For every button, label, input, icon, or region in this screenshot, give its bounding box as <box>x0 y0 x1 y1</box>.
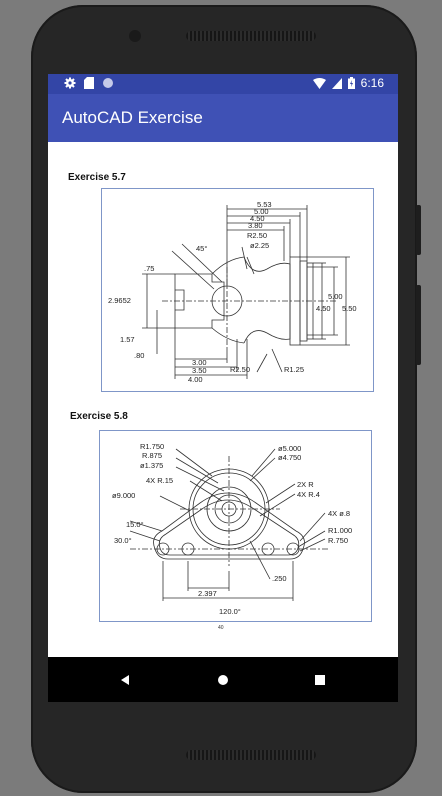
back-icon <box>119 674 131 686</box>
sd-card-icon <box>84 77 94 89</box>
clock: 6:16 <box>360 76 384 90</box>
document-view[interactable] <box>48 142 398 657</box>
home-button[interactable] <box>213 670 233 690</box>
app-bar <box>48 94 398 142</box>
dim-dia5-000: ø5.000 <box>278 444 302 453</box>
dim-r0-875: R.875 <box>142 451 163 460</box>
dim-r1-000: R1.000 <box>328 526 353 535</box>
dim-r1-750: R1.750 <box>140 442 165 451</box>
dim-2x-r: 2X R <box>297 480 314 489</box>
dim-1-57: 1.57 <box>120 335 135 344</box>
dim-2-9652: 2.9652 <box>108 296 131 305</box>
top-speaker-grille <box>186 31 316 41</box>
dim-0-250: .250 <box>272 574 287 583</box>
technical-drawing-exercise-5-7 <box>101 188 374 392</box>
bottom-speaker-grille <box>186 750 316 760</box>
dim-v5-50: 5.50 <box>342 304 357 313</box>
dim-4x-dia0-8: 4X ø.8 <box>328 509 351 518</box>
dim-5-00: 5.00 <box>254 207 269 216</box>
dim-r1-25: R1.25 <box>284 365 305 374</box>
exercise-title: Exercise 5.7 <box>68 172 126 183</box>
exercise-title: Exercise 5.8 <box>70 411 128 422</box>
wifi-icon <box>313 78 326 89</box>
dim-3-80: 3.80 <box>248 221 263 230</box>
volume-button[interactable] <box>416 285 421 365</box>
dim-45-deg: 45° <box>196 244 208 253</box>
dim-4x-r0-4: 4X R.4 <box>297 490 320 499</box>
dim-dia2-25: ø2.25 <box>250 241 270 250</box>
dim-dia9-000: ø9.000 <box>112 491 136 500</box>
dim-r2-50: R2.50 <box>247 231 268 240</box>
technical-drawing-exercise-5-8 <box>99 430 372 622</box>
dim-2-397: 2.397 <box>198 589 217 598</box>
page-number: 40 <box>218 625 224 631</box>
signal-icon <box>332 78 342 89</box>
dim-15-deg: 15.0° <box>126 520 144 529</box>
drawing-canvas <box>102 189 373 391</box>
sync-circle-icon <box>102 77 114 89</box>
screen <box>48 74 398 702</box>
front-camera <box>129 30 141 42</box>
dim-dia1-375: ø1.375 <box>140 461 164 470</box>
back-button[interactable] <box>115 670 135 690</box>
dim-4-50: 4.50 <box>250 214 265 223</box>
settings-icon <box>64 77 76 89</box>
navigation-bar <box>48 657 398 702</box>
dim-dia4-750: ø4.750 <box>278 453 302 462</box>
dim-4x-r0-15: 4X R.15 <box>146 476 174 485</box>
drawing-canvas <box>100 431 371 621</box>
dim-v5-00: 5.00 <box>328 292 343 301</box>
home-icon <box>217 674 229 686</box>
dim-3-00: 3.00 <box>192 358 207 367</box>
dim-4-00: 4.00 <box>188 375 203 384</box>
dim-r0-750: R.750 <box>328 536 349 545</box>
dim-0-75: .75 <box>144 264 155 273</box>
dim-120-deg: 120.0° <box>219 607 241 616</box>
dim-0-80: .80 <box>134 351 145 360</box>
recents-button[interactable] <box>310 670 330 690</box>
dim-r2-50-bottom: R2.50 <box>230 365 251 374</box>
status-bar <box>48 74 398 94</box>
dim-30-deg: 30.0° <box>114 536 132 545</box>
battery-icon <box>348 77 355 89</box>
dim-5-53: 5.53 <box>257 200 272 209</box>
recents-icon <box>314 674 326 686</box>
app-title: AutoCAD Exercise <box>62 108 203 127</box>
power-button[interactable] <box>416 205 421 255</box>
dim-v4-50: 4.50 <box>316 304 331 313</box>
dim-3-50: 3.50 <box>192 366 207 375</box>
